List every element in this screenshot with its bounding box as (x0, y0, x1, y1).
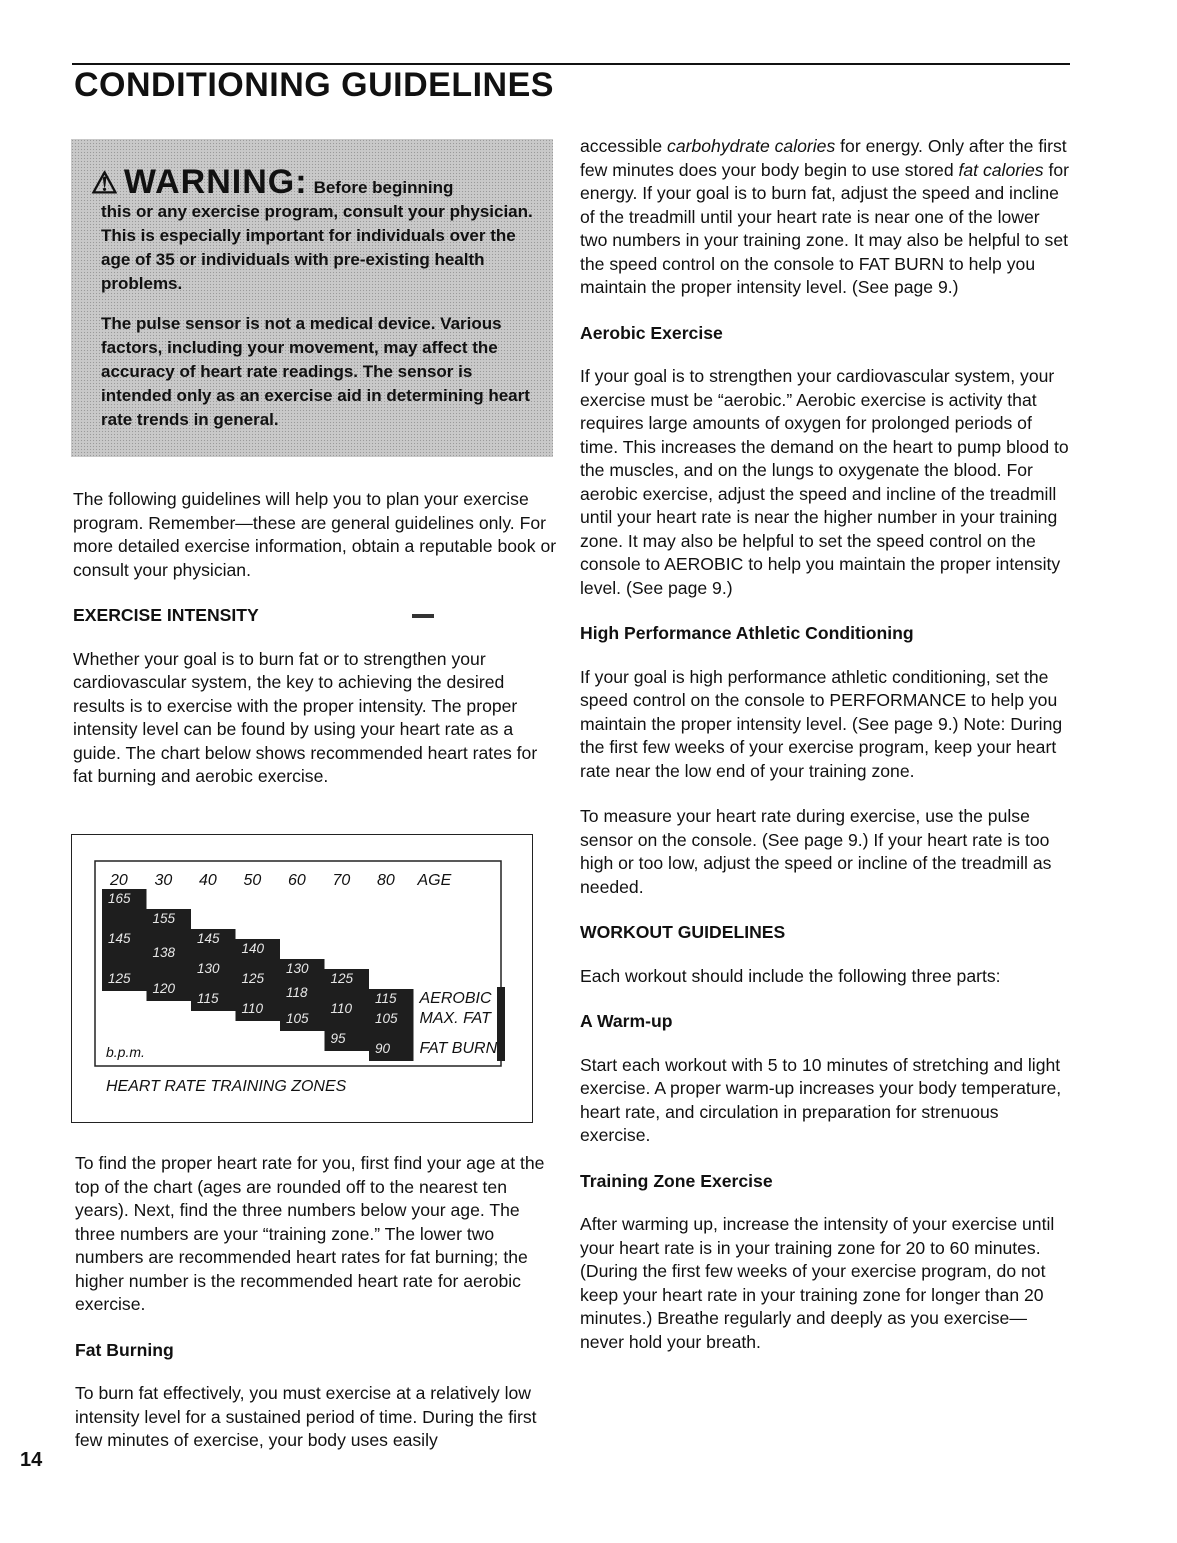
left-column-lower (75, 1152, 561, 1475)
zone-value-label: 90 (375, 1041, 391, 1056)
exercise-intensity-heading: EXERCISE INTENSITY (73, 605, 259, 625)
high-performance-heading: High Performance Athletic Conditioning (580, 623, 914, 643)
fat-cont-text-2: for energy. Only after the first few minutes does your body begin to use stored (580, 136, 1067, 180)
intro-paragraph: The following guidelines will help you to plan your exercise program. Remember—these are general guidelines only. For more detailed exercise information, obtain a reputable book or consult your physician. (73, 489, 557, 580)
legend-bar (497, 987, 505, 1061)
zone-value-label: 110 (241, 1001, 264, 1016)
exercise-intensity-paragraph: Whether your goal is to burn fat or to strengthen your cardiovascular system, the key to achieving the desired results is to exercise with the proper intensity. The proper intensity level can be found by using your heart rate as a guide. The chart below shows recommended heart rates for fat burning and aerobic exercise. (73, 648, 538, 786)
unit-label: b.p.m. (106, 1044, 145, 1060)
age-tick-label: 60 (288, 872, 306, 889)
zone-value-label: 115 (197, 991, 219, 1006)
workout-guidelines-heading: WORKOUT GUIDELINES (580, 922, 786, 942)
heart-rate-chart (71, 834, 533, 1123)
zone-value-label: 125 (330, 971, 354, 986)
page-number: 14 (20, 1449, 43, 1471)
measure-paragraph: To measure your heart rate during exercise, use the pulse sensor on the console. (See page 9.) If your heart rate is too high or too low, adjust the speed or incline of the treadmill as needed. (580, 806, 1052, 897)
workout-intro-paragraph: Each workout should include the following three parts: (580, 965, 1001, 986)
zone-value-label: 130 (197, 961, 220, 976)
warning-paragraph-1: this or any exercise program, consult your physician. This is especially important for individuals over the age of 35 or individuals with pre-existing health problems. (101, 202, 533, 293)
age-tick-label: 40 (199, 872, 217, 889)
warmup-heading: A Warm-up (580, 1011, 673, 1031)
age-tick-label: 70 (332, 872, 351, 889)
high-performance-paragraph: If your goal is high performance athletic conditioning, set the speed control on the console to PERFORMANCE to help you maintain the proper intensity level. (See page 9.) Note: During the first few weeks of your exercise program, keep your heart rate near the low end of your training zone. (580, 666, 1063, 781)
zone-value-label: 105 (375, 1011, 398, 1026)
warning-lead: Before beginning (313, 178, 454, 197)
fat-cont-emphasis-1: carbohydrate calories (667, 136, 836, 156)
fat-cont-emphasis-2: fat calories (958, 159, 1044, 180)
zone-value-label: 140 (241, 941, 265, 956)
page-title: CONDITIONING GUIDELINES (74, 66, 554, 104)
warning-paragraph-2: The pulse sensor is not a medical device. Various factors, including your movement, may affect the accuracy of heart rate readings. The sensor is intended only as an exercise aid in determining heart rate trends in general. (101, 314, 530, 429)
zone-value-label: 130 (286, 961, 309, 976)
fat-cont-text-3: for energy. If your goal is to burn fat, adjust the speed and incline of the treadmill until your heart rate is near one of the lower two numbers in your training zone. It may also be helpful to set the speed control on the console to FAT BURN to help you maintain the proper intensity level. (See page 9.) (580, 159, 1069, 297)
aerobic-heading: Aerobic Exercise (580, 322, 723, 343)
left-column (73, 488, 559, 811)
age-axis-label: AGE (417, 872, 452, 889)
legend-label: FAT BURN (419, 1040, 498, 1057)
age-tick-label: 50 (243, 872, 262, 889)
legend-label: AEROBIC (419, 990, 492, 1007)
fat-burning-paragraph: To burn fat effectively, you must exercise at a relatively low intensity level for a sustained period of time. During the first few minutes of exercise, your body uses easily (75, 1383, 537, 1450)
warning-heading: WARNING: (123, 163, 308, 201)
fat-cont-text-1: accessible (580, 136, 668, 156)
warmup-paragraph: Start each workout with 5 to 10 minutes of stretching and light exercise. A proper warm-up increases your body temperature, heart rate, and circulation in preparation for strenuous exercise. (580, 1054, 1062, 1145)
chart-title: HEART RATE TRAINING ZONES (106, 1078, 347, 1095)
zone-value-label: 165 (108, 891, 131, 906)
zone-value-label: 145 (108, 931, 131, 946)
stray-dash-mark (412, 614, 434, 618)
zone-value-label: 145 (197, 931, 220, 946)
zone-value-label: 120 (152, 981, 176, 996)
zone-value-label: 118 (286, 985, 308, 1000)
zone-value-label: 138 (152, 945, 176, 960)
warning-box (71, 139, 553, 457)
training-zone-heading: Training Zone Exercise (580, 1170, 773, 1191)
zone-value-label: 110 (330, 1001, 353, 1016)
training-zone-paragraph: After warming up, increase the intensity of your exercise until your heart rate is in your training zone for 20 to 60 minutes. (During the first few weeks of your exercise program, do not keep your heart rate in your training zone for longer than 20 minutes.) Breathe regularly and deeply as you exercise—never hold your breath. (580, 1214, 1055, 1352)
find-rate-paragraph: To find the proper heart rate for you, first find your age at the top of the chart (ages are rounded off to the nearest ten years). Next, find the three numbers below your age. The three numbers are your “training zone.” The lower two numbers are recommended heart rates for fat burning; the higher number is the recommended heart rate for aerobic exercise. (75, 1153, 545, 1314)
heart-rate-chart-svg (72, 835, 534, 1124)
zone-value-label: 95 (330, 1031, 346, 1046)
zone-value-label: 115 (375, 991, 397, 1006)
warning-triangle-icon: ⚠ (91, 167, 118, 200)
zone-value-label: 155 (152, 911, 176, 926)
zone-value-label: 125 (108, 971, 131, 986)
warning-heading-row (91, 163, 539, 201)
fat-burning-heading: Fat Burning (75, 1339, 174, 1360)
fat-burning-continued (580, 135, 1070, 300)
title-rule (72, 63, 1070, 65)
aerobic-paragraph: If your goal is to strengthen your cardiovascular system, your exercise must be “aerobic.” Aerobic exercise is activity that requires large amounts of oxygen for prolonged periods of time. This increases the demand on the heart to pump blood to the muscles, and on the lungs to oxygenate the blood. For aerobic exercise, adjust the speed and incline of the treadmill until your heart rate is near the higher number in your training zone. It may also be helpful to set the speed control on the console to AEROBIC to help you maintain the proper intensity level. (See page 9.) (580, 366, 1069, 598)
age-tick-label: 30 (154, 872, 173, 889)
zone-value-label: 125 (241, 971, 265, 986)
age-tick-label: 20 (110, 872, 128, 889)
legend-label: MAX. FAT (419, 1010, 491, 1027)
age-tick-label: 80 (377, 872, 395, 889)
right-column (580, 135, 1070, 1376)
zone-value-label: 105 (286, 1011, 309, 1026)
